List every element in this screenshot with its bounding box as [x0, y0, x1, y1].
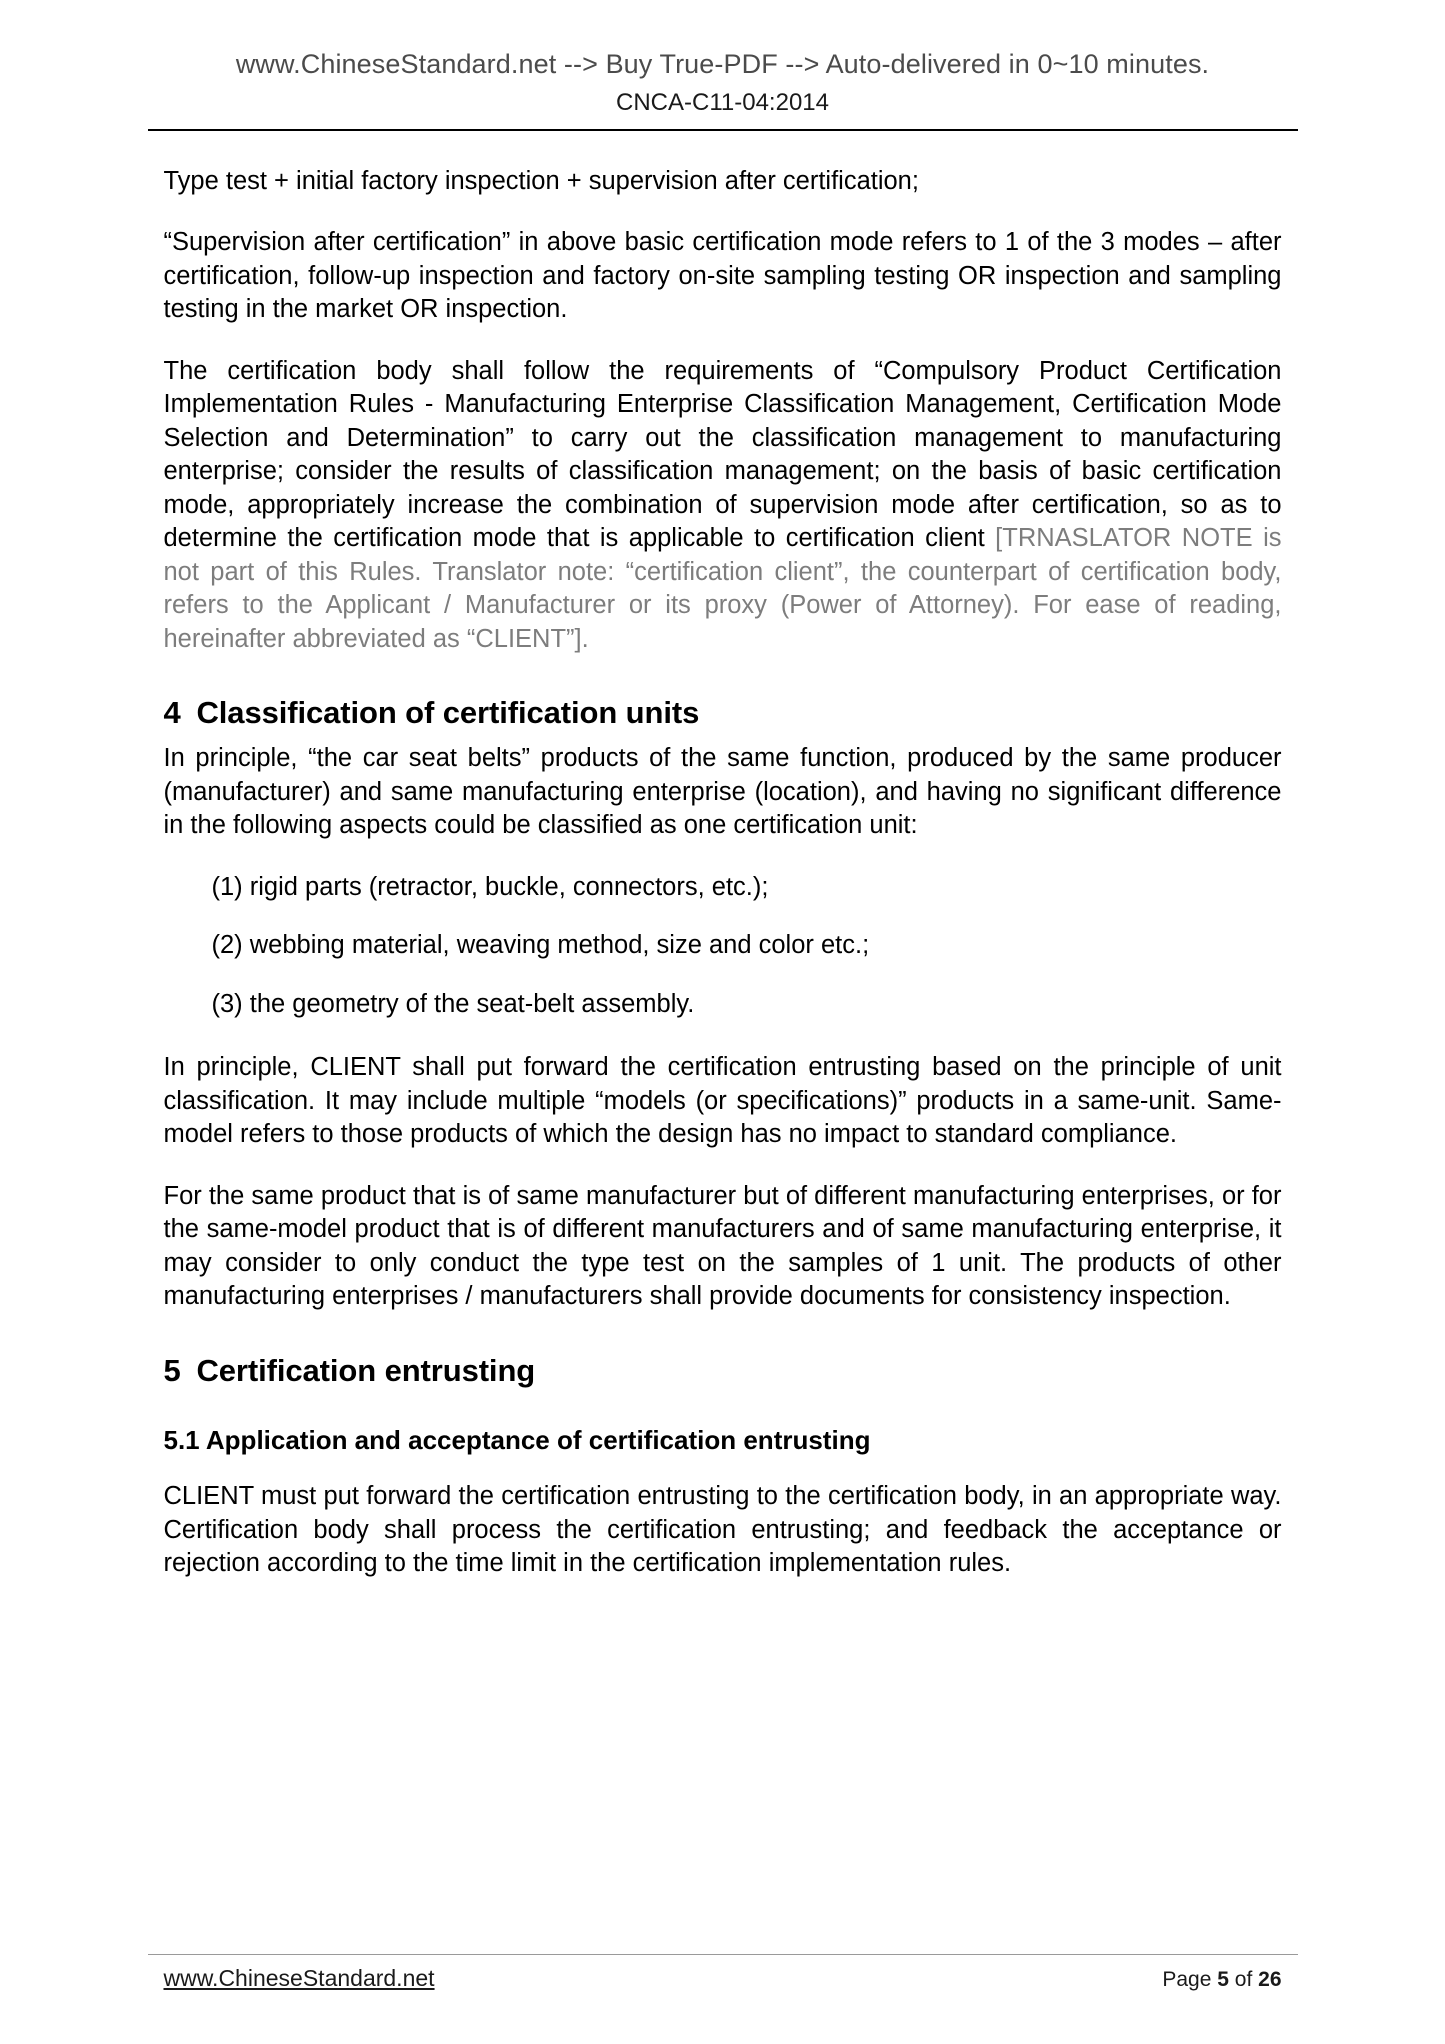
document-body: [164, 131, 1282, 1581]
section-5-title: Certification entrusting: [196, 1352, 536, 1388]
list-item: (2) webbing material, weaving method, size and color etc.;: [211, 931, 870, 960]
heading-section-4: [164, 694, 1282, 731]
paragraph-unit-classification: In principle, CLIENT shall put forward the certification entrusting based on the principle of unit classification. It may include multiple “models (or specifications)” products in a same-unit. Same-model refers to those products of which the design has no impact to standard compliance.: [163, 1053, 1282, 1149]
paragraph-section-5-1-body: CLIENT must put forward the certification entrusting to the certification body, in an appropriate way. Certification body shall process the certification entrusting; and feedback the acceptance or rejection according to the time limit in the certification implementation rules.: [163, 1482, 1282, 1578]
section-5-number: 5: [163, 1352, 181, 1388]
footer-website-link[interactable]: www.ChineseStandard.net: [163, 1965, 435, 1991]
list-item: (3) the geometry of the seat-belt assembly.: [211, 989, 695, 1018]
heading-section-5-1: 5.1 Application and acceptance of certification entrusting: [163, 1424, 871, 1455]
list-item: (1) rigid parts (retractor, buckle, connectors, etc.);: [211, 872, 769, 901]
certification-unit-criteria-list: [164, 871, 1282, 1022]
section-4-title: Classification of certification units: [196, 695, 700, 731]
page-total-number: 26: [1258, 1968, 1282, 1991]
promo-banner-text: www.ChineseStandard.net --> Buy True-PDF --> Auto-delivered in 0~10 minutes.: [235, 49, 1210, 79]
page-header: [0, 0, 1445, 131]
translator-note-text: [TRNASLATOR NOTE is not part of this Rules. Translator note: “certification client”, the counterpart of certification body, refers to the Applicant / Manufacturer or its proxy (Power of Attorney). For ease of reading, hereinafter abbreviated as “CLIENT”].: [163, 524, 1282, 653]
page-number-indicator: [1162, 1968, 1281, 1992]
paragraph-supervision-after-certification: “Supervision after certification” in above basic certification mode refers to 1 of the 3 modes – after certification, follow-up inspection and factory on-site sampling testing OR inspection and sampling testing in the market OR inspection.: [163, 228, 1282, 324]
footer-divider: [148, 1954, 1298, 1955]
section-4-number: 4: [163, 695, 181, 731]
certification-body-main-text: The certification body shall follow the requirements of “Compulsory Product Certification Implementation Rules - Manufacturing Enterprise Classification Management, Certification Mode Selection and Determination” to carry out the classification management to manufacturing enterprise; consider the results of classification management; on the basis of basic certification mode, appropriately increase the combination of supervision mode after certification, so as to determine the certification mode that is applicable to certification client: [163, 356, 1282, 553]
standard-number: CNCA-C11-04:2014: [616, 88, 829, 116]
heading-section-5: [164, 1352, 1282, 1389]
certification-unit-criteria-list-block: [164, 871, 1282, 1022]
paragraph-certification-body-requirements: [164, 355, 1282, 657]
footer-row: [164, 1965, 1282, 1992]
paragraph-section-4-intro: In principle, “the car seat belts” products of the same function, produced by the same producer (manufacturer) and same manufacturing enterprise (location), and having no significant difference in the following aspects could be classified as one certification unit:: [163, 744, 1282, 840]
page-middle-label: of: [1228, 1968, 1259, 1991]
page-footer: [0, 1954, 1445, 1992]
page-prefix-label: Page: [1162, 1968, 1218, 1991]
paragraph-type-test: Type test + initial factory inspection + supervision after certification;: [163, 166, 919, 195]
page-current-number: 5: [1217, 1968, 1229, 1991]
paragraph-same-product-different-enterprises: For the same product that is of same manufacturer but of different manufacturing enterprises, or for the same-model product that is of different manufacturers and of same manufacturing enterprise, it may consider to only conduct the type test on the samples of 1 unit. The products of other manufacturing enterprises / manufacturers shall provide documents for consistency inspection.: [163, 1181, 1282, 1311]
